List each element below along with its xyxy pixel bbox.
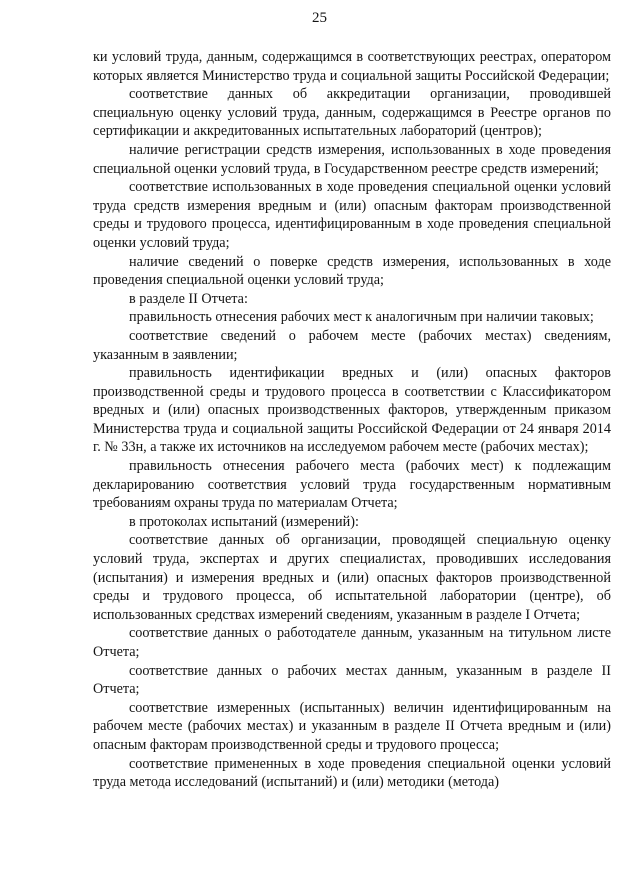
paragraph: соответствие данных о работодателе данным, указанным на титульном листе Отчета; [93, 625, 611, 660]
section-heading: в разделе II Отчета: [129, 290, 248, 307]
paragraph: правильность идентификации вредных и (или) опасных факторов производственной среды и трудового процесса в соответствии с Классификатором вредных и (или) опасных производственных факторов, утвержденным приказом Министерства труда и социальной защиты Российской Федерации от 24 января 2014 г. № 33н, а также их источников на исследуемом рабочем месте (рабочих местах); [93, 365, 611, 456]
paragraph: соответствие данных об аккредитации организации, проводившей специальную оценку условий труда, данным, содержащимся в Реестре органов по сертификации и аккредитованных испытательных лабораторий (центров); [93, 86, 611, 140]
paragraph: соответствие примененных в ходе проведения специальной оценки условий труда метода исследований (испытаний) и (или) методики (метода) [93, 755, 611, 791]
paragraph: соответствие сведений о рабочем месте (рабочих местах) сведениям, указанным в заявлении; [93, 327, 611, 363]
section-heading: в протоколах испытаний (измерений): [129, 513, 359, 530]
paragraph: правильность отнесения рабочих мест к аналогичным при наличии таковых; [129, 309, 594, 326]
page-number: 25 [312, 10, 327, 26]
document-body [93, 48, 611, 792]
paragraph: ки условий труда, данным, содержащимся в соответствующих реестрах, оператором которых является Министерство труда и социальной защиты Российской Федерации; [93, 49, 611, 84]
paragraph: соответствие данных о рабочих местах данным, указанным в разделе II Отчета; [93, 662, 611, 698]
paragraph: соответствие использованных в ходе проведения специальной оценки условий труда средств измерения вредным и (или) опасным факторам производственной среды и трудового процесса, идентифицированным в ходе проведения специальной оценки условий труда; [93, 179, 611, 251]
paragraph: соответствие данных об организации, проводящей специальную оценку условий труда, экспертах и других специалистах, проводивших исследования (испытания) и измерения вредных и (или) опасных факторов производственной среды и трудового процесса, об испытательной лаборатории (центре), об использованных средствах измерений сведениям, указанным в разделе I Отчета; [93, 532, 611, 623]
paragraph: соответствие измеренных (испытанных) величин идентифицированным на рабочем месте (рабочих местах) и указанным в разделе II Отчета вредным и (или) опасным факторам производственной среды и трудового процесса; [93, 699, 611, 753]
paragraph: правильность отнесения рабочего места (рабочих мест) к подлежащим декларированию соответствия условий труда государственным нормативным требованиям охраны труда по материалам Отчета; [93, 458, 611, 512]
paragraph: наличие регистрации средств измерения, использованных в ходе проведения специальной оценки условий труда, в Государственном реестре средств измерений; [93, 141, 611, 177]
paragraph: наличие сведений о поверке средств измерения, использованных в ходе проведения специальной оценки условий труда; [93, 253, 611, 289]
